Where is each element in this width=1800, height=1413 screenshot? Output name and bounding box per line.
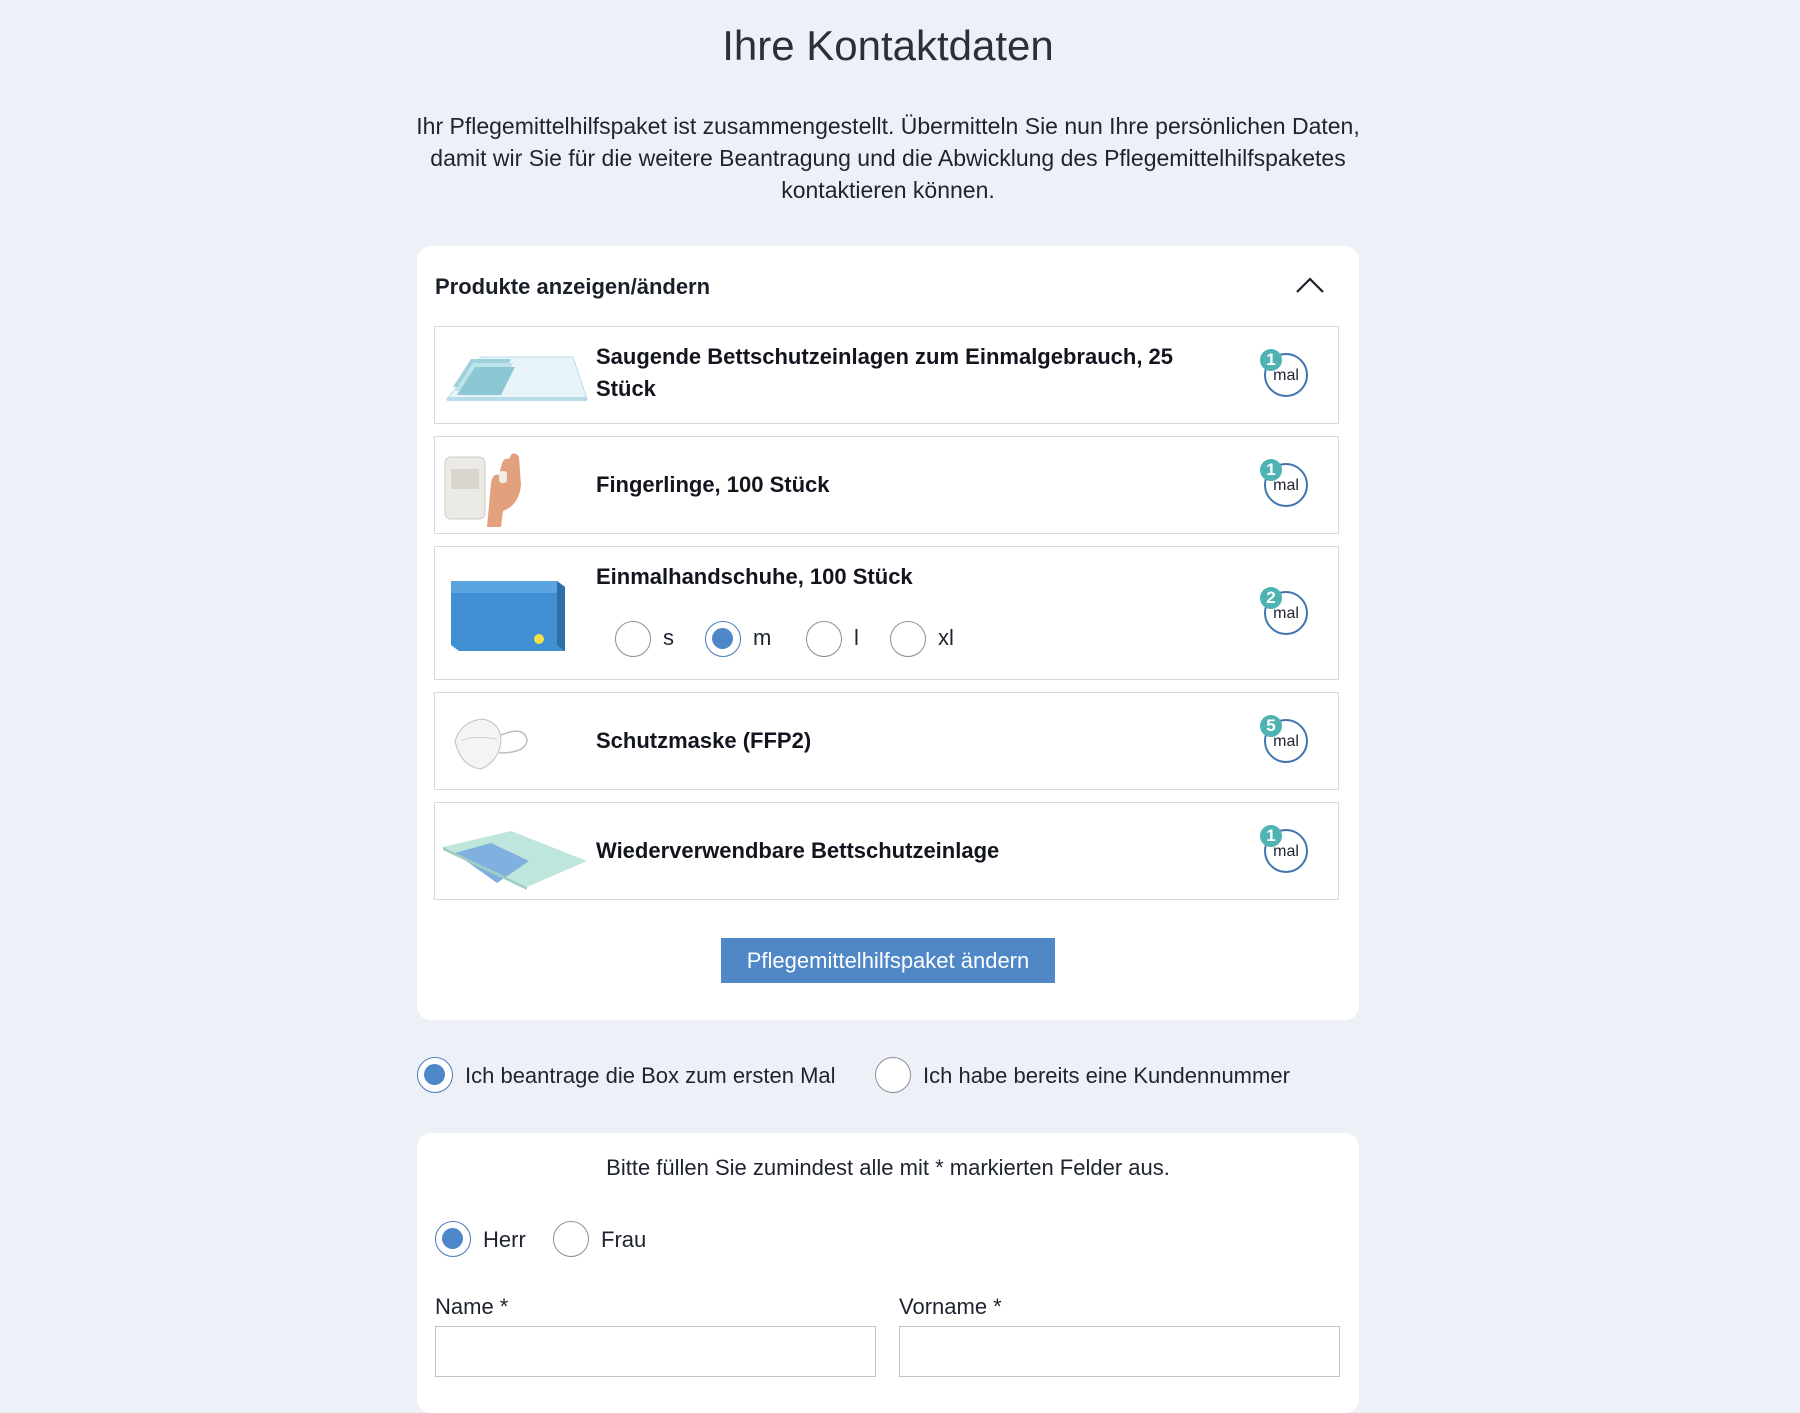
quantity-badge: 5	[1260, 715, 1282, 737]
product-row	[434, 692, 1339, 790]
first-time-radio[interactable]	[417, 1057, 453, 1093]
name-label: Name *	[435, 1294, 509, 1319]
quantity-selector[interactable]	[1260, 715, 1314, 769]
quantity-unit: mal	[1273, 733, 1299, 750]
gloves-box-image	[441, 571, 589, 653]
size-radio-m[interactable]	[705, 621, 741, 657]
quantity-badge: 1	[1260, 825, 1282, 847]
size-radio-s[interactable]	[615, 621, 651, 657]
quantity-unit: mal	[1273, 367, 1299, 384]
herr-radio[interactable]	[435, 1221, 471, 1257]
quantity-badge: 1	[1260, 349, 1282, 371]
product-name: Fingerlinge, 100 Stück	[596, 472, 830, 497]
product-name: Schutzmaske (FFP2)	[596, 728, 812, 753]
quantity-badge: 1	[1260, 459, 1282, 481]
name-input[interactable]	[435, 1326, 876, 1377]
first-time-label: Ich beantrage die Box zum ersten Mal	[465, 1063, 836, 1088]
quantity-selector[interactable]	[1260, 459, 1314, 513]
chevron-up-icon[interactable]	[1293, 272, 1327, 298]
quantity-unit: mal	[1273, 843, 1299, 860]
products-accordion-header[interactable]	[435, 266, 1341, 306]
frau-label: Frau	[601, 1227, 647, 1252]
quantity-selector[interactable]	[1260, 825, 1314, 879]
intro-text: Ihr Pflegemittelhilfspaket ist zusammengestellt. Übermitteln Sie nun Ihre persönlichen Daten, damit wir Sie für die weitere Beantragung und die Abwicklung des Pflegemittelhilfspaketes kontaktieren können.	[416, 113, 1360, 203]
quantity-unit: mal	[1273, 605, 1299, 622]
quantity-selector[interactable]	[1260, 349, 1314, 403]
quantity-selector[interactable]	[1260, 587, 1314, 641]
product-name: Wiederverwendbare Bettschutzeinlage	[596, 838, 1000, 863]
size-label: s	[663, 625, 674, 650]
products-accordion-title: Produkte anzeigen/ändern	[435, 274, 711, 299]
existing-customer-radio[interactable]	[875, 1057, 911, 1093]
size-label: xl	[938, 625, 954, 650]
contact-form-card	[417, 1133, 1359, 1413]
products-card	[417, 246, 1359, 1020]
form-hint: Bitte füllen Sie zumindest alle mit * markierten Felder aus.	[606, 1155, 1170, 1180]
product-row	[434, 802, 1339, 900]
vorname-input[interactable]	[899, 1326, 1340, 1377]
page-title: Ihre Kontaktdaten	[722, 22, 1054, 69]
product-row	[434, 436, 1339, 534]
reusable-pad-image	[441, 811, 589, 893]
size-label: m	[753, 625, 772, 650]
ffp2-mask-image	[441, 701, 589, 783]
quantity-unit: mal	[1273, 477, 1299, 494]
vorname-label: Vorname *	[899, 1294, 1002, 1319]
size-radio-xl[interactable]	[890, 621, 926, 657]
quantity-badge: 2	[1260, 587, 1282, 609]
product-name: Saugende Bettschutzeinlagen zum Einmalgebrauch, 25 Stück	[596, 344, 1174, 401]
existing-customer-label: Ich habe bereits eine Kundennummer	[923, 1063, 1290, 1088]
frau-radio[interactable]	[553, 1221, 589, 1257]
change-package-button[interactable]: Pflegemittelhilfspaket ändern	[721, 938, 1055, 983]
size-label: l	[854, 625, 859, 650]
size-radio-l[interactable]	[806, 621, 842, 657]
herr-label: Herr	[483, 1227, 526, 1252]
product-row	[434, 546, 1339, 680]
product-name: Einmalhandschuhe, 100 Stück	[596, 564, 913, 589]
bed-pad-image	[441, 335, 589, 417]
product-row	[434, 326, 1339, 424]
finger-cots-image	[441, 445, 589, 527]
